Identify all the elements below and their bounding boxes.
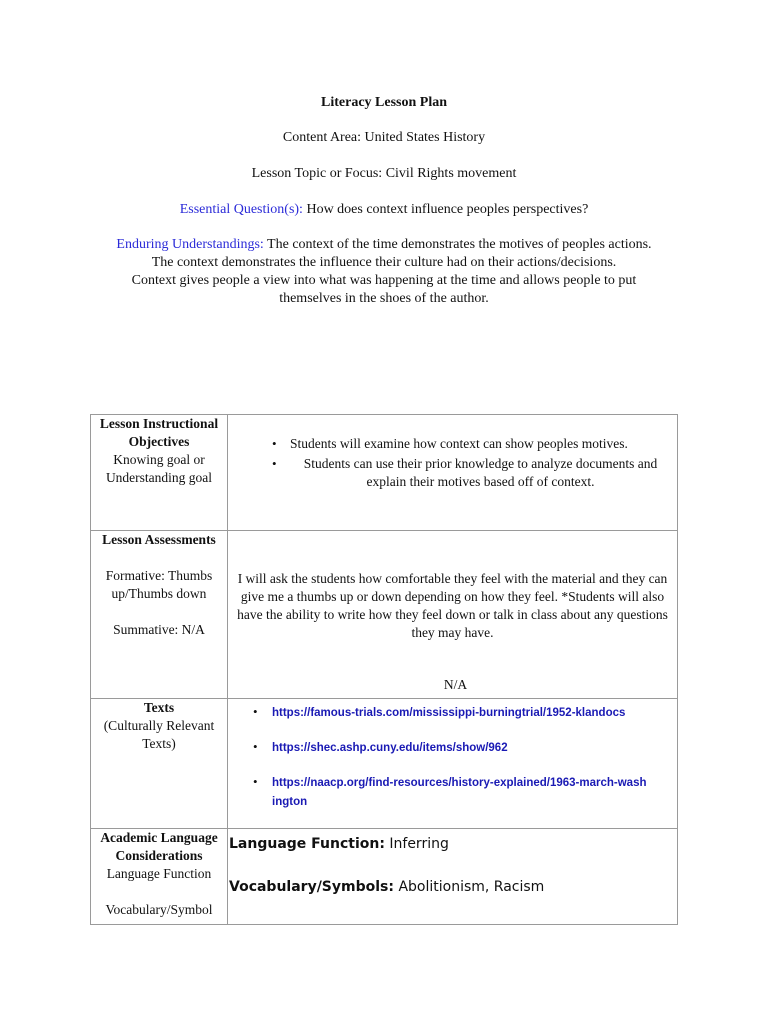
texts-link-list [228, 703, 677, 811]
language-function-label: Language Function: [229, 836, 385, 852]
enduring-understandings-line4: themselves in the shoes of the author. [279, 291, 489, 306]
essential-question [0, 201, 768, 219]
essential-question-text: How does context influence peoples perspectives? [306, 202, 589, 217]
assessments-heading-cell [91, 531, 228, 699]
text-link[interactable]: https://naacp.org/find-resources/history-explained/1963-march-washington [272, 777, 647, 808]
objectives-content-cell [228, 415, 678, 531]
enduring-understandings-line1 [0, 236, 768, 254]
lesson-topic: Lesson Topic or Focus: Civil Rights movement [251, 166, 517, 181]
enduring-understandings-line3: Context gives people a view into what was happening at the time and allows people to put [131, 273, 637, 288]
assessments-formative-line2: up/Thumbs down [111, 586, 207, 601]
enduring-understandings-text1: The context of the time demonstrates the motives of peoples actions. [267, 237, 652, 252]
text-link-item [272, 773, 677, 811]
objectives-row [91, 415, 678, 531]
vocabulary-symbols [228, 878, 677, 896]
objectives-heading-line2: Objectives [128, 434, 190, 449]
texts-heading: Texts [143, 700, 175, 715]
enduring-understandings-line2: The context demonstrates the influence their culture had on their actions/decisions. [151, 255, 617, 270]
assessments-content-cell [228, 531, 678, 699]
objective-item: • Students can use their prior knowledge to analyze documents and explain their motives based off of context. [290, 455, 677, 491]
lesson-plan-table [90, 414, 678, 925]
academic-language-sub-line1: Language Function [106, 866, 212, 881]
texts-sub-line1: (Culturally Relevant [103, 718, 215, 733]
content-area: Content Area: United States History [282, 130, 486, 145]
academic-language-row [91, 829, 678, 925]
text-link[interactable]: https://famous-trials.com/mississippi-burningtrial/1952-klandocs [272, 707, 626, 719]
texts-row [91, 699, 678, 829]
objective-item: • Students will examine how context can show peoples motives. [290, 435, 677, 453]
assessments-formative-line1: Formative: Thumbs [105, 568, 213, 583]
objectives-sub-line2: Understanding goal [105, 470, 213, 485]
vocabulary-symbols-value: Abolitionism, Racism [398, 879, 545, 895]
language-function-value: Inferring [389, 836, 449, 852]
objectives-heading-cell [91, 415, 228, 531]
academic-language-sub-line2: Vocabulary/Symbol [105, 902, 213, 917]
enduring-understandings-label: Enduring Understandings: [116, 237, 264, 252]
document-title: Literacy Lesson Plan [321, 95, 447, 110]
academic-language-heading-cell [91, 829, 228, 925]
assessments-summative: Summative: N/A [113, 622, 205, 637]
assessments-text: I will ask the students how comfortable they feel with the material and they can give me a thumbs up or down depending on how they feel. *Students will also have the ability to write how they feel down or talk in class about any questions they may have. [237, 571, 668, 640]
academic-language-heading-line1: Academic Language [100, 830, 218, 845]
language-function [228, 835, 677, 853]
objectives-sub-line1: Knowing goal or [113, 452, 205, 467]
objectives-heading-line1: Lesson Instructional [99, 416, 219, 431]
assessments-na: N/A [443, 677, 468, 692]
assessments-heading: Lesson Assessments [102, 532, 216, 547]
texts-content-cell [228, 699, 678, 829]
assessments-row [91, 531, 678, 699]
text-link-item [272, 703, 677, 722]
objectives-list [228, 435, 677, 491]
vocabulary-symbols-label: Vocabulary/Symbols: [229, 879, 394, 895]
texts-sub-line2: Texts) [142, 736, 176, 751]
text-link[interactable]: https://shec.ashp.cuny.edu/items/show/962 [272, 742, 508, 754]
academic-language-content-cell [228, 829, 678, 925]
texts-heading-cell [91, 699, 228, 829]
essential-question-label: Essential Question(s): [179, 202, 303, 217]
text-link-item [272, 738, 677, 757]
academic-language-heading-line2: Considerations [115, 848, 203, 863]
